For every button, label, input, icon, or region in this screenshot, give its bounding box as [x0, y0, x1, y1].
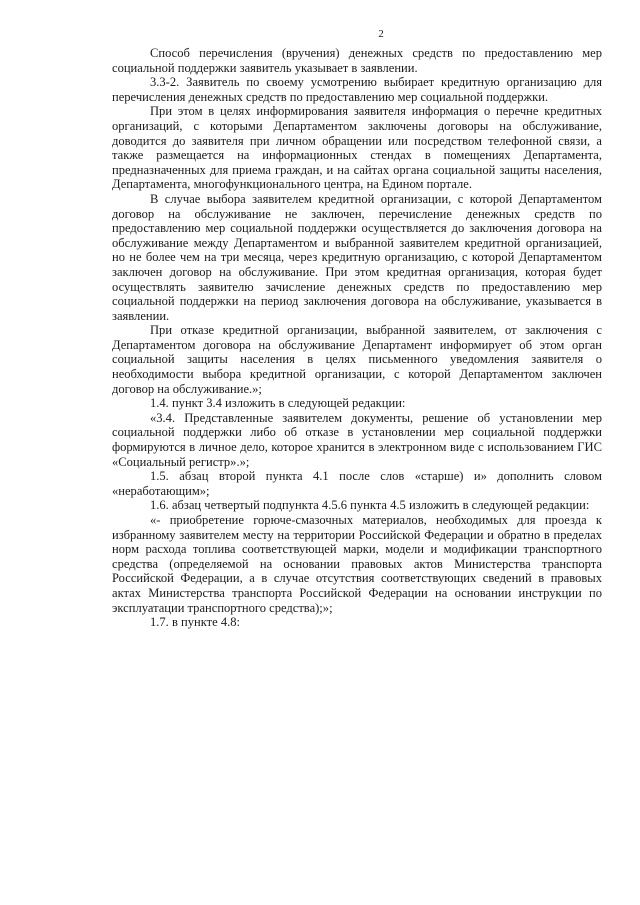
- paragraph-1-7: 1.7. в пункте 4.8:: [150, 615, 241, 630]
- paragraph-3-4-text: «3.4. Представленные заявителем документы, решение об установлении мер социальной поддержки либо об отказе в установлении мер социальной поддержки формируются в личное дело, которое хранится в электронном виде с использованием ГИС «Социальный регистр».»;: [112, 410, 602, 469]
- paragraph-1-6: 1.6. абзац четвертый подпункта 4.5.6 пункта 4.5 изложить в следующей редакции:: [150, 498, 590, 513]
- paragraph-payment-method: Способ перечисления (вручения) денежных средств по предоставлению мер социальной поддержки заявитель указывает в заявлении.: [112, 46, 602, 75]
- paragraph-fuel-purchase: «- приобретение горюче-смазочных материалов, необходимых для проезда к избранному заявителем месту на территории Российской Федерации и обратно в пределах норм расхода топлива соответствующей марки, модели и модификации транспортного средства (определяемой на основании правовых актов Министерства транспорта Российской Федерации, а в случае отсутствия соответствующих сведений в правовых актах Министерства транспорта Российской Федерации на основании инструкции по эксплуатации транспортного средства);»;: [112, 513, 602, 615]
- paragraph-1-5: 1.5. абзац второй пункта 4.1 после слов «старше) и» дополнить словом «неработающим»;: [112, 469, 602, 498]
- paragraph-bank-refusal: При отказе кредитной организации, выбранной заявителем, от заключения с Департаментом договора на обслуживание Департамент информирует об этом орган социальной защиты населения в целях письменного уведомления заявителя о необходимости выбора кредитной организации, с которой Департаментом заключен договор на обслуживание.»;: [112, 323, 602, 396]
- document-body: [112, 46, 602, 630]
- paragraph-3-3-2: 3.3-2. Заявитель по своему усмотрению выбирает кредитную организацию для перечисления денежных средств по предоставлению мер социальной поддержки.: [112, 75, 602, 104]
- paragraph-no-contract-case: В случае выбора заявителем кредитной организации, с которой Департаментом договор на обслуживание не заключен, перечисление денежных средств по предоставлению мер социальной поддержки осуществляется до заключения договора на обслуживание между Департаментом и выбранной заявителем кредитной организацией, но не более чем на три месяца, через кредитную организацию, с которой Департаментом заключен договор на обслуживание. При этом кредитная организация, которая будет осуществлять заявителю зачисление денежных средств по предоставлению мер социальной поддержки на период заключения договора на обслуживание, указывается в заявлении.: [112, 191, 602, 323]
- page-number: 2: [378, 28, 384, 40]
- paragraph-bank-list-info: При этом в целях информирования заявителя информация о перечне кредитных организаций, с которыми Департаментом заключены договоры на обслуживание, доводится до заявителя при личном обращении или посредством телефонной связи, а также размещается на информационных стендах в помещениях Департамента, предназначенных для приема граждан, и на сайтах органа социальной защиты населения, Департамента, многофункционального центра, на Едином портале.: [112, 104, 602, 192]
- paragraph-1-4: 1.4. пункт 3.4 изложить в следующей редакции:: [150, 396, 406, 411]
